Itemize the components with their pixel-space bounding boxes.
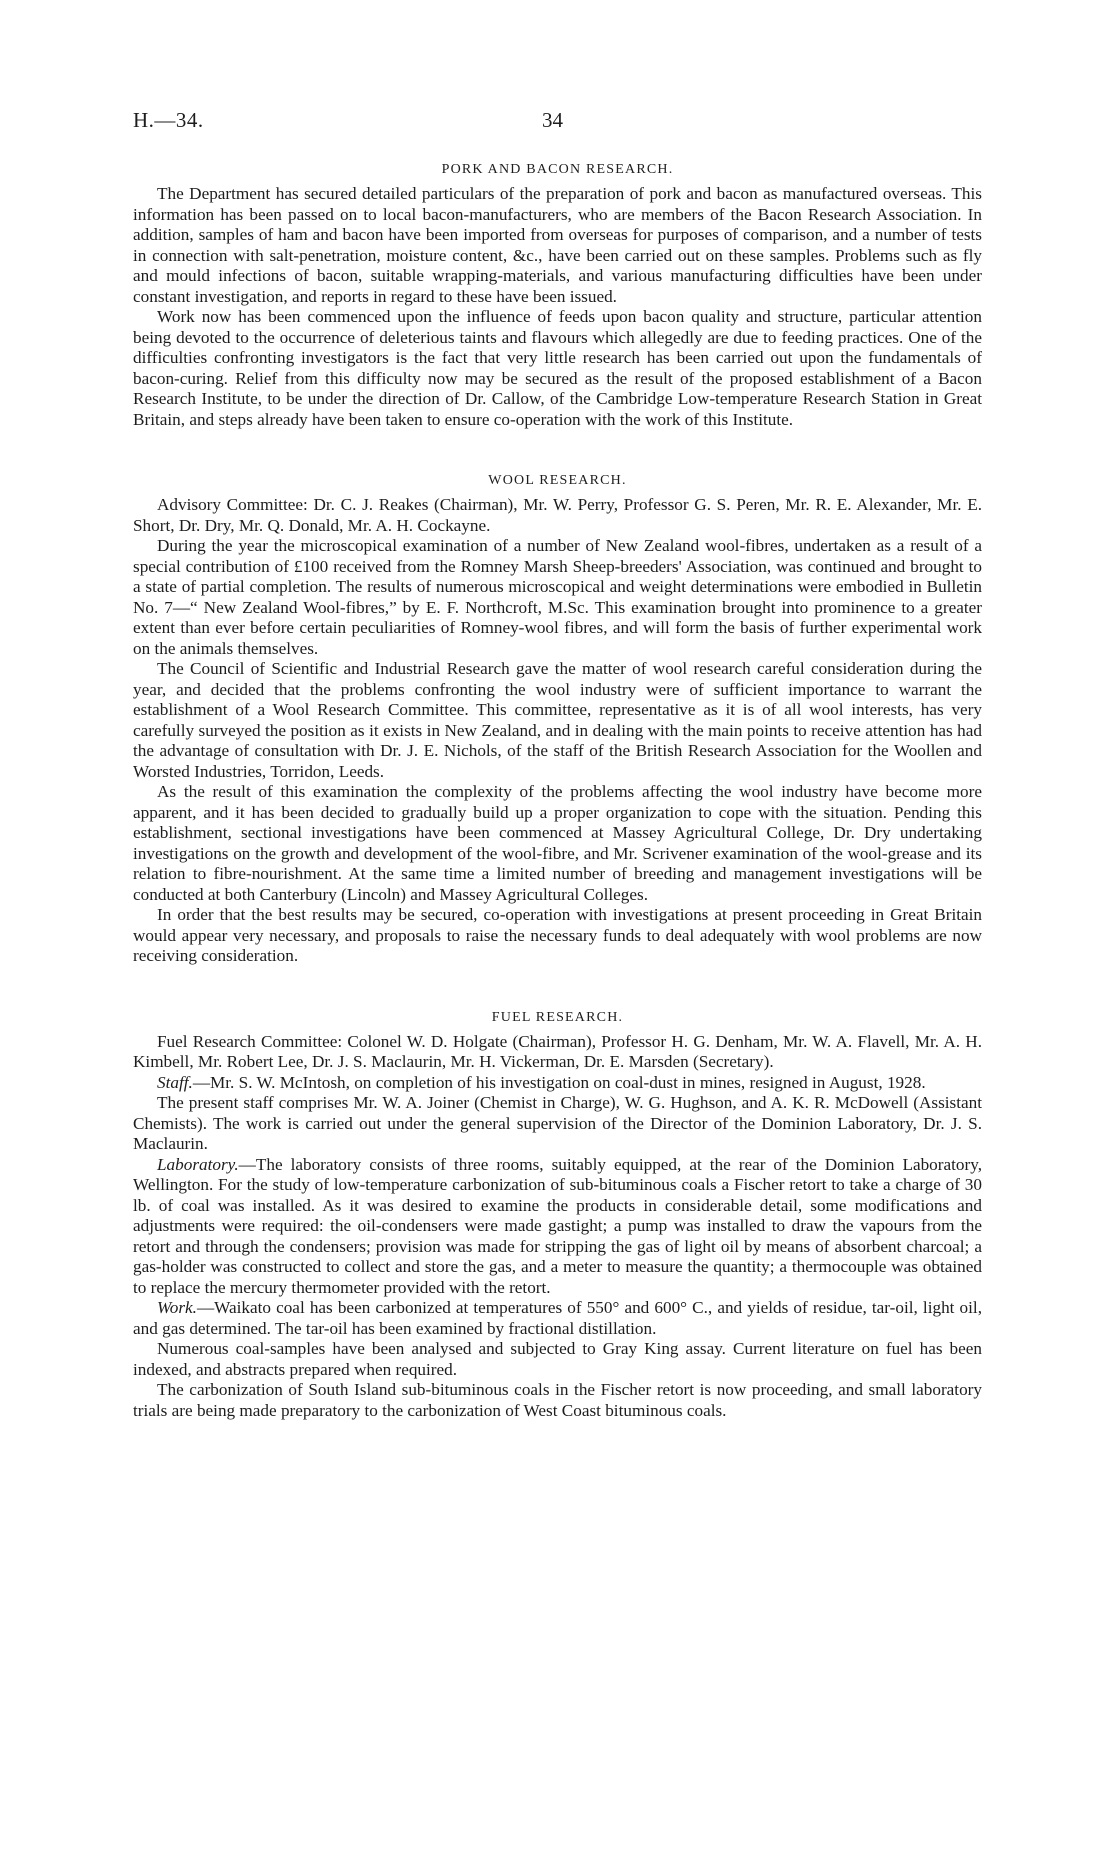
document-reference: H.—34. [133, 108, 204, 132]
page-header [0, 108, 1114, 138]
paragraph: During the year the microscopical examination of a number of New Zealand wool-fibres, undertaken as a result of a special contribution of £100 received from the Romney Marsh Sheep-breeders' Association, was continued and brought to a state of partial completion. The results of numerous microscopical and weight determinations were embodied in Bulletin No. 7—“ New Zealand Wool-fibres,” by E. F. Northcroft, M.Sc. This examination brought into prominence to a greater extent than ever before certain peculiarities of Romney-wool fibres, and will form the basis of further experimental work on the animals themselves. [133, 536, 982, 658]
paragraph-lead: Laboratory. [157, 1154, 239, 1174]
section-spacer [133, 967, 982, 1007]
paragraph: The Council of Scientific and Industrial Research gave the matter of wool research careful consideration during the year, and decided that the problems confronting the wool industry were of sufficient importance to warrant the establishment of a Wool Research Committee. This committee, representative as it is of all wool interests, has very carefully surveyed the position as it exists in New Zealand, and in dealing with the main points to receive attention has had the advantage of consultation with Dr. J. E. Nichols, of the staff of the British Research Association for the Woollen and Worsted Industries, Torridon, Leeds. [133, 659, 982, 781]
section-title: FUEL RESEARCH. [491, 1009, 624, 1025]
paragraph: Fuel Research Committee: Colonel W. D. Holgate (Chairman), Professor H. G. Denham, Mr. W. A. Flavell, Mr. A. H. Kimbell, Mr. Robert Lee, Dr. J. S. Maclaurin, Mr. H. Vickerman, Dr. E. Marsden (Secretary). [133, 1031, 982, 1071]
paragraph [133, 1155, 982, 1299]
paragraph: Advisory Committee: Dr. C. J. Reakes (Chairman), Mr. W. Perry, Professor G. S. Peren, Mr. R. E. Alexander, Mr. E. Short, Dr. Dry, Mr. Q. Donald, Mr. A. H. Cockayne. [133, 495, 982, 535]
paragraph: In order that the best results may be secured, co-operation with investigations at present proceeding in Great Britain would appear very necessary, and proposals to raise the necessary funds to deal adequately with wool problems are now receiving consideration. [133, 905, 982, 965]
paragraph: Work now has been commenced upon the influence of feeds upon bacon quality and structure, particular attention being devoted to the occurrence of deleterious taints and flavours which allegedly are due to feeding practices. One of the difficulties confronting investigators is the fact that very little research has been carried out upon the fundamentals of bacon-curing. Relief from this difficulty now may be secured as the result of the proposed establishment of a Bacon Research Institute, to be under the direction of Dr. Callow, of the Cambridge Low-temperature Research Station in Great Britain, and steps already have been taken to ensure co-operation with the work of this Institute. [133, 307, 982, 429]
section-title: PORK AND BACON RESEARCH. [441, 162, 674, 177]
paragraph-lead: Work. [157, 1298, 197, 1317]
paragraph [133, 1073, 982, 1094]
paragraph-text: —Waikato coal has been carbonized at temperatures of 550° and 600° C., and yields of residue, tar-oil, light oil, and gas determined. The tar-oil has been examined by fractional distillation. [133, 1298, 982, 1338]
page-number: 34 [542, 108, 563, 132]
section-wool-research [133, 470, 982, 967]
paragraph: The Department has secured detailed particulars of the preparation of pork and bacon as manufactured overseas. This information has been passed on to local bacon-manufacturers, who are members of the Bacon Research Association. In addition, samples of ham and bacon have been imported from overseas for purposes of comparison, and a number of tests in connection with salt-penetration, moisture content, &c., have been carried out on these samples. Problems such as fly and mould infections of bacon, suitable wrapping-materials, and various manufacturing difficulties have been under constant investigation, and reports in regard to these have been issued. [133, 184, 982, 306]
paragraph-lead: Staff. [157, 1072, 193, 1092]
section-title: WOOL RESEARCH. [488, 473, 627, 488]
paragraph: The present staff comprises Mr. W. A. Joiner (Chemist in Charge), W. G. Hughson, and A. K. R. McDowell (Assistant Chemists). The work is carried out under the general supervision of the Director of the Dominion Laboratory, Dr. J. S. Maclaurin. [133, 1093, 982, 1153]
section-spacer [133, 430, 982, 470]
paragraph-text: —Mr. S. W. McIntosh, on completion of his investigation on coal-dust in mines, resigned in August, 1928. [192, 1072, 926, 1092]
page-body [133, 159, 982, 1421]
paragraph [133, 1298, 982, 1339]
section-fuel-research [133, 1007, 982, 1422]
paragraph-text: —The laboratory consists of three rooms, suitably equipped, at the rear of the Dominion Laboratory, Wellington. For the study of low-temperature carbonization of sub-bituminous coals a Fischer retort to take a charge of 30 lb. of coal was installed. As it was desired to examine the products in considerable detail, some modifications and adjustments were required: the oil-condensers were made gastight; a pump was installed to draw the vapours from the retort and through the condensers; provision was made for stripping the gas of light oil by means of absorbent charcoal; a gas-holder was constructed to collect and store the gas, and a meter to measure the quantity; a thermocouple was obtained to replace the mercury thermometer provided with the retort. [133, 1154, 982, 1297]
paragraph: As the result of this examination the complexity of the problems affecting the wool industry have become more apparent, and it has been decided to gradually build up a proper organization to cope with the situation. Pending this establishment, sectional investigations have been commenced at Massey Agricultural College, Dr. Dry undertaking investigations on the growth and development of the wool-fibre, and Mr. Scrivener examination of the wool-grease and its relation to fibre-nourishment. At the same time a limited number of breeding and management investigations will be conducted at both Canterbury (Lincoln) and Massey Agricultural Colleges. [133, 782, 982, 904]
section-pork-and-bacon [133, 159, 982, 430]
paragraph: The carbonization of South Island sub-bituminous coals in the Fischer retort is now proceeding, and small laboratory trials are being made preparatory to the carbonization of West Coast bituminous coals. [133, 1380, 982, 1420]
paragraph: Numerous coal-samples have been analysed and subjected to Gray King assay. Current literature on fuel has been indexed, and abstracts prepared when required. [133, 1339, 982, 1379]
